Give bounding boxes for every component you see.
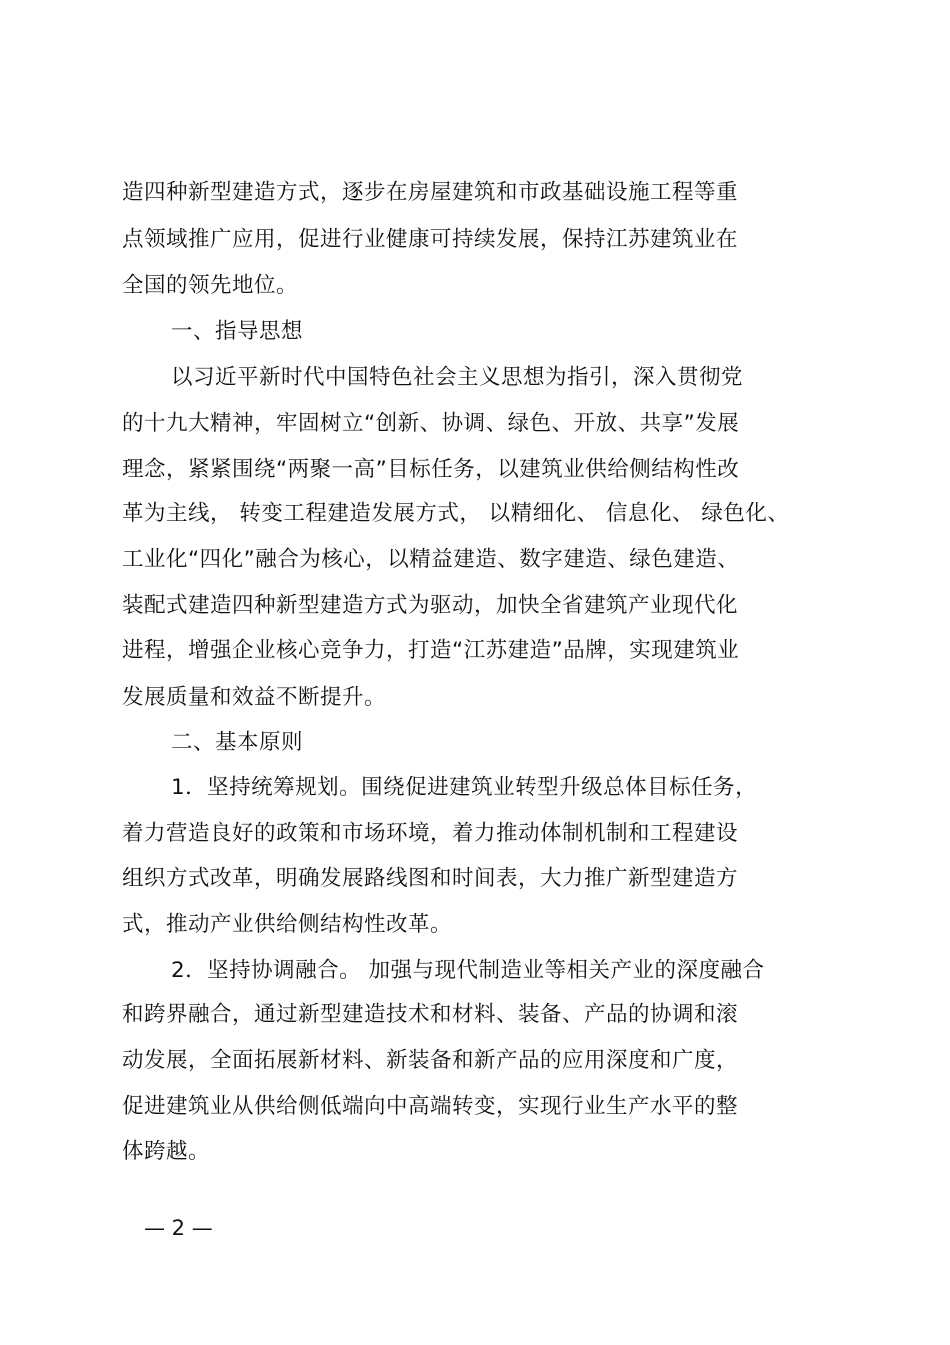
body-text-line: 以习近平新时代中国特色社会主义思想为指引，深入贯彻党	[171, 365, 744, 390]
body-text-line: 理念，紧紧围绕“两聚一高”目标任务，以建筑业供给侧结构性改	[122, 457, 740, 482]
section-heading-basic-principles: 二、基本原则	[171, 730, 304, 755]
body-text-line: 1．坚持统筹规划。围绕促进建筑业转型升级总体目标任务，	[171, 775, 758, 800]
body-text-line: 点领域推广应用，促进行业健康可持续发展，保持江苏建筑业在	[122, 227, 739, 252]
body-text-line: 工业化“四化”融合为核心，以精益建造、数字建造、绿色建造、	[122, 547, 740, 572]
body-text-line: 组织方式改革，明确发展路线图和时间表，大力推广新型建造方	[122, 866, 739, 891]
body-text-line: 2．坚持协调融合。 加强与现代制造业等相关产业的深度融合	[171, 958, 765, 983]
body-text-line: 式，推动产业供给侧结构性改革。	[122, 912, 453, 937]
body-text-line: 发展质量和效益不断提升。	[122, 685, 387, 710]
page-number: — 2 —	[144, 1216, 213, 1240]
body-text-line: 革为主线， 转变工程建造发展方式， 以精细化、 信息化、 绿色化、	[122, 501, 790, 526]
body-text-line: 全国的领先地位。	[122, 273, 299, 298]
section-heading-guiding-ideology: 一、指导思想	[171, 319, 304, 344]
body-text-line: 进程，增强企业核心竞争力，打造“江苏建造”品牌，实现建筑业	[122, 638, 740, 663]
body-text-line: 的十九大精神，牢固树立“创新、协调、绿色、开放、共享”发展	[122, 411, 740, 436]
body-text-line: 着力营造良好的政策和市场环境，着力推动体制机制和工程建设	[122, 821, 739, 846]
body-text-line: 促进建筑业从供给侧低端向中高端转变，实现行业生产水平的整	[122, 1094, 739, 1119]
body-text-line: 装配式建造四种新型建造方式为驱动，加快全省建筑产业现代化	[122, 593, 739, 618]
body-text-line: 体跨越。	[122, 1139, 211, 1164]
body-text-line: 动发展，全面拓展新材料、新装备和新产品的应用深度和广度，	[122, 1048, 739, 1073]
body-text-line: 造四种新型建造方式，逐步在房屋建筑和市政基础设施工程等重	[122, 180, 739, 205]
body-text-line: 和跨界融合，通过新型建造技术和材料、装备、产品的协调和滚	[122, 1002, 739, 1027]
